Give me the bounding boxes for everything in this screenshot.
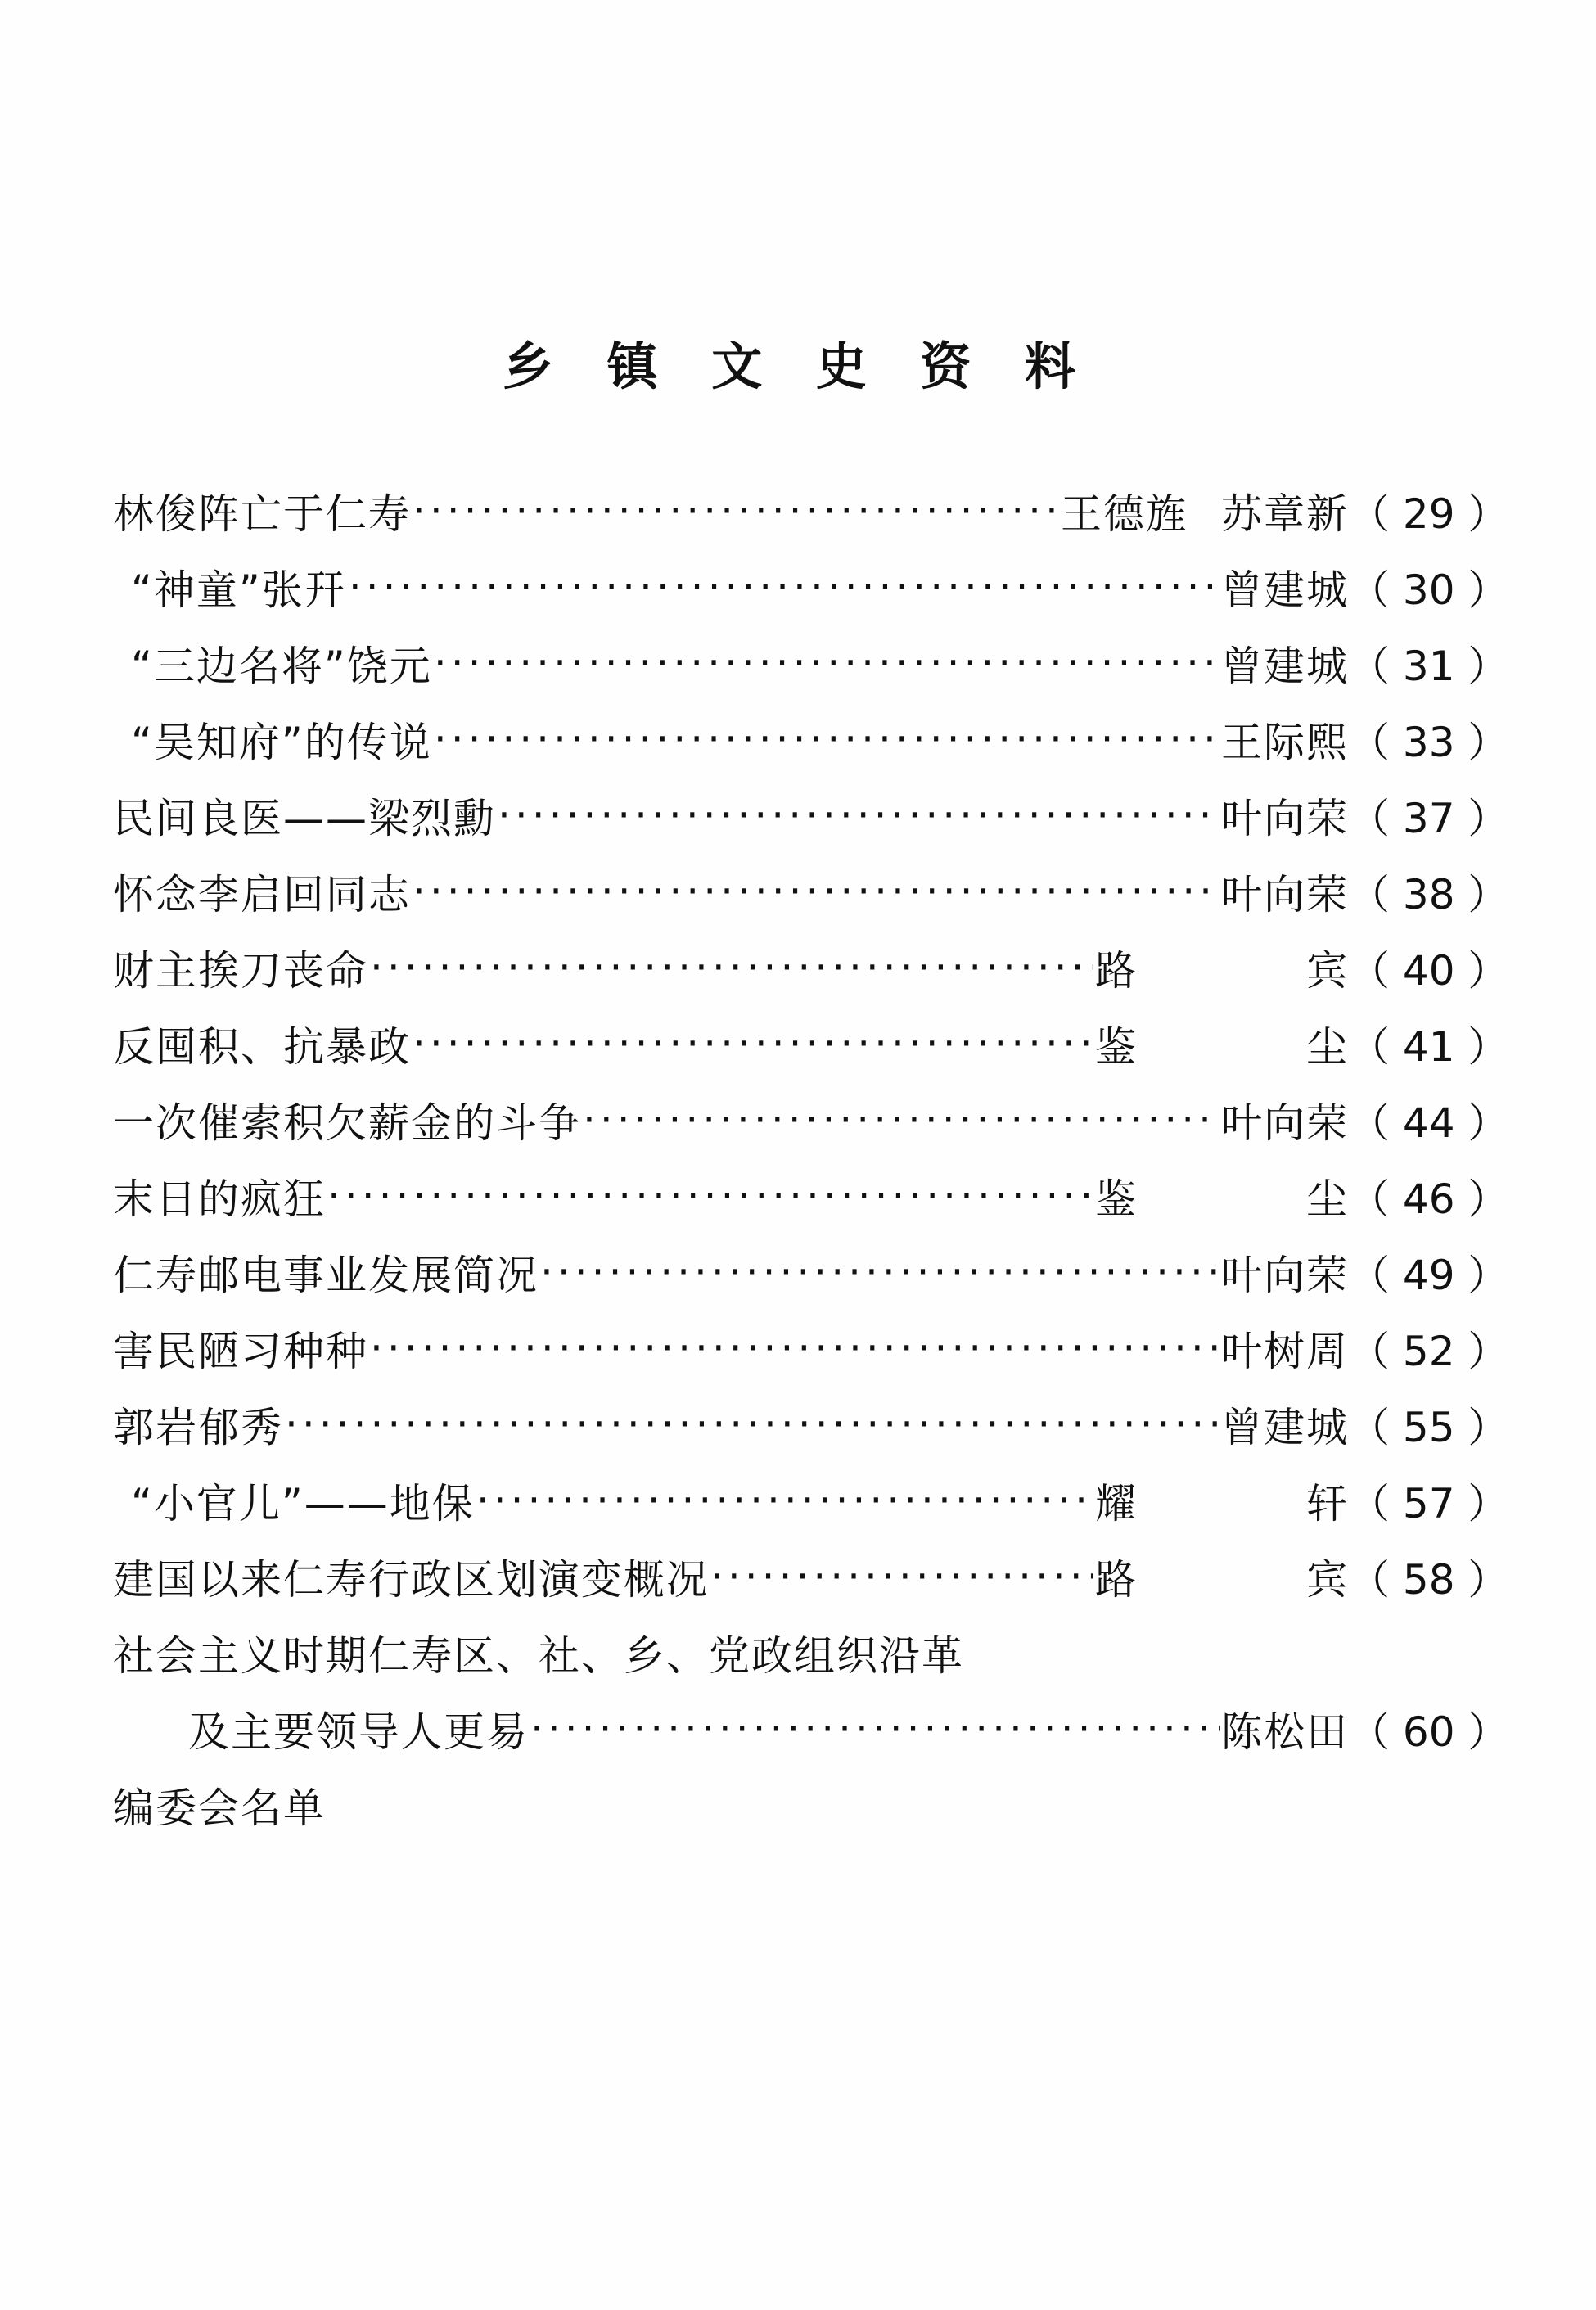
- author-name: 轩: [1306, 1480, 1349, 1527]
- toc-entry-title: “神童”张幵: [131, 566, 347, 614]
- leader-dots: [710, 1559, 1093, 1600]
- list-item: [113, 1753, 1504, 1832]
- leader-dots: [413, 494, 1059, 535]
- list-item: [113, 1524, 1509, 1604]
- toc-entry-title: 怀念李启回同志: [113, 871, 411, 918]
- author-name: 陈松田: [1221, 1708, 1349, 1756]
- toc-entry-page: （ 52 ）: [1349, 1328, 1509, 1375]
- list-item: [113, 1600, 1504, 1680]
- author-name: 宾: [1306, 1556, 1349, 1604]
- toc-entry-title: 及主要领导人更易: [188, 1708, 529, 1756]
- leader-dots: [583, 1103, 1220, 1144]
- toc-entry-page: （ 29 ）: [1349, 490, 1509, 538]
- list-item: [113, 763, 1509, 842]
- leader-dots: [285, 1407, 1220, 1448]
- leader-dots: [476, 1483, 1093, 1524]
- author-name: 王德旌: [1061, 490, 1188, 538]
- toc-entry-page: （ 58 ）: [1349, 1556, 1509, 1604]
- toc-entry-title: 林俊阵亡于仁寿: [113, 490, 411, 538]
- toc-entry-page: （ 38 ）: [1349, 871, 1509, 918]
- list-item: [113, 1296, 1509, 1375]
- toc-entry-title: 仁寿邮电事业发展简况: [113, 1252, 539, 1299]
- author-name: 耀: [1095, 1480, 1138, 1527]
- leader-dots: [413, 874, 1220, 915]
- toc-entry-title: 民间良医——梁烈勳: [113, 795, 496, 842]
- list-item: [113, 839, 1509, 918]
- toc-entry-page: （ 44 ）: [1349, 1099, 1509, 1147]
- toc-entry-title: 社会主义时期仁寿区、社、乡、党政组织沿革: [113, 1632, 964, 1680]
- toc-entry-title: 害民陋习种种: [113, 1328, 368, 1375]
- leader-dots: [370, 1331, 1220, 1372]
- leader-dots: [327, 1788, 1503, 1829]
- list-item: [113, 1676, 1509, 1756]
- author-name: 曾建城: [1221, 643, 1349, 690]
- toc-entry-title: 一次催索积欠薪金的斗争: [113, 1099, 581, 1147]
- toc-entry-page: （ 37 ）: [1349, 795, 1509, 842]
- author-name: 叶树周: [1221, 1328, 1349, 1375]
- list-item: [113, 1448, 1509, 1527]
- leader-dots: [966, 1635, 1503, 1676]
- toc-entry-page: （ 55 ）: [1349, 1404, 1509, 1451]
- leader-dots: [434, 646, 1220, 687]
- leader-dots: [349, 570, 1220, 611]
- toc-entry-page: （ 49 ）: [1349, 1252, 1509, 1299]
- author-name: 宾: [1306, 947, 1349, 995]
- page-title: 乡 镇 文 史 资 料: [503, 336, 1093, 396]
- list-item: [113, 687, 1509, 766]
- author-name: 路: [1095, 947, 1138, 995]
- toc-entry-authors: [1095, 1023, 1349, 1071]
- toc-entry-authors: [1061, 490, 1349, 538]
- list-item: [113, 991, 1509, 1071]
- author-name: 曾建城: [1221, 1404, 1349, 1451]
- toc-entry-title: 建国以来仁寿行政区划演变概况: [113, 1556, 709, 1604]
- list-item: [113, 1220, 1509, 1299]
- toc-entry-title: 反囤积、抗暴政: [113, 1023, 411, 1071]
- toc-entry-authors: [1095, 1480, 1349, 1527]
- author-name: 王际熙: [1221, 719, 1349, 766]
- toc-entry-authors: [1095, 947, 1349, 995]
- toc-entry-page: （ 57 ）: [1349, 1480, 1509, 1527]
- list-item: [113, 458, 1509, 538]
- leader-dots: [540, 1255, 1220, 1296]
- toc-entry-page: （ 46 ）: [1349, 1175, 1509, 1223]
- author-name: 叶向荣: [1221, 1252, 1349, 1299]
- leader-dots: [327, 1179, 1093, 1220]
- list-item: [113, 535, 1509, 614]
- author-name: 鉴: [1095, 1023, 1138, 1071]
- toc-entry-title: “三边名将”饶元: [131, 643, 432, 690]
- toc-entry-title: 末日的疯狂: [113, 1175, 326, 1223]
- toc-entry-page: （ 60 ）: [1349, 1708, 1509, 1756]
- author-name: 曾建城: [1221, 566, 1349, 614]
- author-name: 叶向荣: [1221, 795, 1349, 842]
- leader-dots: [498, 798, 1220, 839]
- list-item: [113, 611, 1509, 690]
- table-of-contents: [113, 458, 1509, 1832]
- toc-entry-page: （ 40 ）: [1349, 947, 1509, 995]
- author-name: 路: [1095, 1556, 1138, 1604]
- author-name: 尘: [1306, 1175, 1349, 1223]
- toc-entry-title: 财主挨刀丧命: [113, 947, 368, 995]
- list-item: [113, 915, 1509, 995]
- author-name: 鉴: [1095, 1175, 1138, 1223]
- toc-entry-page: （ 41 ）: [1349, 1023, 1509, 1071]
- author-name: 苏章新: [1221, 490, 1349, 538]
- leader-dots: [530, 1712, 1220, 1753]
- toc-entry-authors: [1095, 1175, 1349, 1223]
- leader-dots: [413, 1026, 1093, 1067]
- toc-entry-page: （ 30 ）: [1349, 566, 1509, 614]
- list-item: [113, 1067, 1509, 1147]
- leader-dots: [370, 950, 1093, 991]
- toc-entry-title: 编委会名单: [113, 1784, 326, 1832]
- list-item: [113, 1144, 1509, 1223]
- author-name: 叶向荣: [1221, 1099, 1349, 1147]
- toc-entry-title: 郭岩郁秀: [113, 1404, 283, 1451]
- leader-dots: [434, 722, 1220, 763]
- toc-entry-page: （ 33 ）: [1349, 719, 1509, 766]
- toc-entry-title: “小官儿”——地保: [131, 1480, 475, 1527]
- toc-entry-title: “吴知府”的传说: [131, 719, 432, 766]
- list-item: [113, 1372, 1509, 1451]
- toc-entry-page: （ 31 ）: [1349, 643, 1509, 690]
- author-name: 叶向荣: [1221, 871, 1349, 918]
- toc-entry-authors: [1095, 1556, 1349, 1604]
- author-name: 尘: [1306, 1023, 1349, 1071]
